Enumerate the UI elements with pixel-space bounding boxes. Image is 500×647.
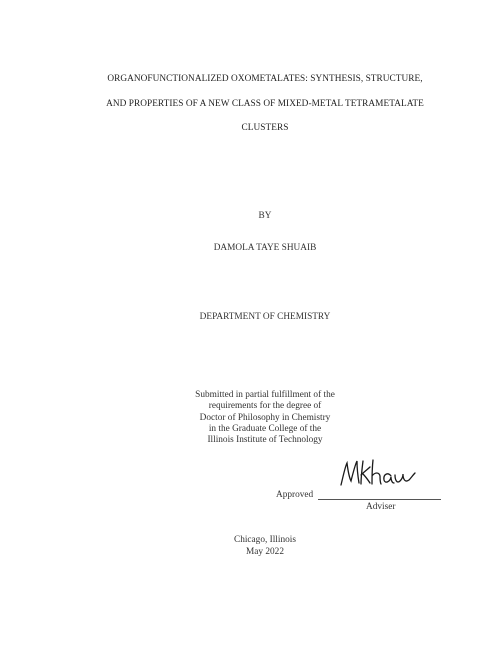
submission-line-3: Doctor of Philosophy in Chemistry — [199, 412, 331, 423]
department-name: DEPARTMENT OF CHEMISTRY — [199, 312, 331, 322]
submission-line-4: in the Graduate College of the — [208, 423, 322, 434]
submission-statement — [0, 390, 500, 446]
title-line-3: CLUSTERS — [241, 123, 289, 133]
submission-line-2: requirements for the degree of — [208, 401, 322, 412]
author-name: DAMOLA TAYE SHUAIB — [213, 243, 317, 253]
adviser-signature — [337, 457, 417, 489]
title-line-2: AND PROPERTIES OF A NEW CLASS OF MIXED-METAL TETRAMETALATE — [106, 99, 424, 109]
signature-line — [318, 499, 441, 500]
submission-line-1: Submitted in partial fulfillment of the — [195, 390, 335, 400]
approved-label: Approved — [276, 490, 314, 500]
submission-line-5: Illinois Institute of Technology — [207, 435, 323, 446]
by-label: BY — [258, 211, 272, 221]
title-line-1: ORGANOFUNCTIONALIZED OXOMETALATES: SYNTHESIS, STRUCTURE, — [107, 74, 423, 84]
submission-date: May 2022 — [246, 547, 284, 557]
location: Chicago, Illinois — [234, 535, 296, 545]
adviser-label: Adviser — [366, 502, 396, 512]
